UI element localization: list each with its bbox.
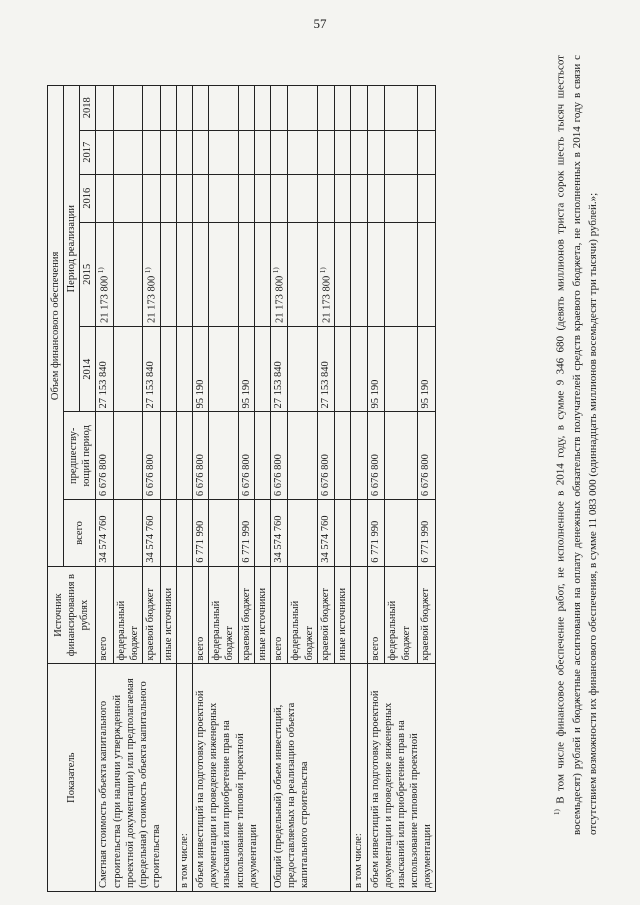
- header-total: всего: [64, 500, 96, 567]
- year-2016-cell: [418, 174, 436, 222]
- year-2015-cell: [418, 222, 436, 326]
- year-2014-cell-value: 95 190: [240, 379, 252, 409]
- total-cell: [385, 500, 418, 567]
- total-cell: [160, 500, 176, 567]
- source-cell: [254, 566, 270, 664]
- total-cell: [254, 500, 270, 567]
- table-row: [193, 86, 209, 892]
- previous-cell-value: 6 676 800: [319, 454, 331, 497]
- year-2015-cell: [96, 222, 114, 326]
- source-cell-value: федеральный бюджет: [387, 600, 412, 661]
- header-indicator: Показатель: [48, 664, 96, 892]
- total-cell: [209, 500, 238, 567]
- total-cell: [270, 500, 288, 567]
- previous-cell: [418, 412, 436, 500]
- header-year: 2015: [80, 222, 96, 326]
- total-cell: [238, 500, 254, 567]
- previous-cell: [209, 412, 238, 500]
- total-cell-value: 6 771 990: [195, 520, 207, 563]
- year-2018-cell: [317, 86, 335, 131]
- year-2016-cell: [317, 174, 335, 222]
- indicator-cell: Сметная стоимость объекта капитального строительства (при наличии утвержденной проектной документации) или предполагаемая (предельная) стоимость объекта капитального строительства: [96, 664, 177, 892]
- source-cell: [96, 566, 114, 664]
- header-volume: Объем финансового обеспечения: [48, 86, 64, 567]
- total-cell-value: 34 574 760: [319, 515, 331, 563]
- year-2017-cell: [288, 130, 317, 174]
- year-2016-cell: [143, 174, 161, 222]
- source-cell: [143, 566, 161, 664]
- source-cell: [335, 566, 351, 664]
- source-cell-value: иные источники: [256, 587, 268, 661]
- year-2015-cell: [209, 222, 238, 326]
- previous-cell: [238, 412, 254, 500]
- source-cell: [209, 566, 238, 664]
- year-2014-cell: [160, 327, 176, 412]
- year-2018-cell: [385, 86, 418, 131]
- year-2017-cell: [160, 130, 176, 174]
- year-2014-cell: [193, 327, 209, 412]
- source-cell: [367, 566, 385, 664]
- year-2016-cell: [270, 174, 288, 222]
- page-number: 57: [313, 16, 327, 31]
- footnote-ref: 1): [318, 267, 327, 274]
- year-2017-cell: [114, 130, 143, 174]
- year-2014-cell-value: 95 190: [420, 379, 432, 409]
- table-row: [367, 86, 385, 892]
- year-2014-cell: [238, 327, 254, 412]
- year-2015-cell: [335, 222, 351, 326]
- year-2016-cell: [160, 174, 176, 222]
- year-2015-cell: [270, 222, 288, 326]
- source-cell-value: всего: [195, 636, 207, 661]
- year-2018-cell: [160, 86, 176, 131]
- year-2015-cell: [317, 222, 335, 326]
- year-2014-cell: [418, 327, 436, 412]
- year-2014-cell: [96, 327, 114, 412]
- year-2016-cell: [385, 174, 418, 222]
- year-2016-cell: [209, 174, 238, 222]
- footnote-text: В том числе финансовое обеспечение работ, не исполненное в 2014 году, в сумме 9 346 680 (девять миллионов триста сорок шесть тысяч шестьсот восемьдесят) рублей и бюджетные ассигнования на оплату денежных обязательств получателей средств краевого бюджета, не исполненных в 2014 году в связи с отсутствием возможности их финансового обеспечения, в сумме 11 083 000 (одиннадцать миллионов восемьдесят три тысячи) рублей.»;: [554, 55, 599, 835]
- year-2014-cell-value: 27 153 840: [98, 361, 110, 409]
- year-2018-cell: [254, 86, 270, 131]
- year-2017-cell: [238, 130, 254, 174]
- table-row: [96, 86, 114, 892]
- previous-cell: [193, 412, 209, 500]
- year-2014-cell: [254, 327, 270, 412]
- year-2016-cell: [254, 174, 270, 222]
- year-2014-cell: [367, 327, 385, 412]
- source-cell-value: федеральный бюджет: [211, 600, 236, 661]
- year-2014-cell-value: 95 190: [369, 379, 381, 409]
- footnote-ref: 1): [97, 267, 106, 274]
- year-2014-cell: [335, 327, 351, 412]
- year-2018-cell: [114, 86, 143, 131]
- total-cell: [96, 500, 114, 567]
- year-2017-cell: [193, 130, 209, 174]
- year-2015-cell: [351, 222, 367, 326]
- header-year: 2018: [80, 86, 96, 131]
- source-cell: [270, 566, 288, 664]
- year-2015-cell-value: 21 173 800: [146, 275, 158, 323]
- source-cell-value: всего: [98, 636, 110, 661]
- year-2015-cell: [143, 222, 161, 326]
- previous-cell-value: 6 676 800: [145, 454, 157, 497]
- previous-cell-value: 6 676 800: [369, 454, 381, 497]
- year-2018-cell: [96, 86, 114, 131]
- year-2017-cell: [335, 130, 351, 174]
- year-2018-cell: [335, 86, 351, 131]
- previous-cell: [367, 412, 385, 500]
- year-2014-cell: [177, 327, 193, 412]
- header-year: 2016: [80, 174, 96, 222]
- year-2016-cell: [177, 174, 193, 222]
- indicator-cell: объем инвестиций на подготовку проектной документации и проведение инженерных изысканий или приобретение прав на использование типовой проектной документации: [193, 664, 271, 892]
- year-2014-cell: [209, 327, 238, 412]
- source-cell-value: краевой бюджет: [145, 588, 157, 661]
- year-2015-cell: [288, 222, 317, 326]
- total-cell-value: 34 574 760: [272, 515, 284, 563]
- total-cell-value: 6 771 990: [240, 520, 252, 563]
- previous-cell: [143, 412, 161, 500]
- source-cell-value: краевой бюджет: [319, 588, 331, 661]
- total-cell-value: 34 574 760: [98, 515, 110, 563]
- previous-cell: [114, 412, 143, 500]
- year-2017-cell: [254, 130, 270, 174]
- year-2014-cell-value: 27 153 840: [319, 361, 331, 409]
- year-2014-cell: [114, 327, 143, 412]
- total-cell: [367, 500, 385, 567]
- total-cell-value: 6 771 990: [369, 520, 381, 563]
- source-cell: [193, 566, 209, 664]
- year-2018-cell: [367, 86, 385, 131]
- year-2018-cell: [351, 86, 367, 131]
- total-cell-value: 6 771 990: [420, 520, 432, 563]
- year-2015-cell: [254, 222, 270, 326]
- source-cell: [351, 566, 367, 664]
- year-2015-cell: [177, 222, 193, 326]
- year-2015-cell: [114, 222, 143, 326]
- indicator-cell: в том числе:: [351, 664, 367, 892]
- indicator-cell: в том числе:: [177, 664, 193, 892]
- footnote-ref: 1): [144, 267, 153, 274]
- source-cell-value: иные источники: [162, 587, 174, 661]
- previous-cell-value: 6 676 800: [195, 454, 207, 497]
- total-cell: [317, 500, 335, 567]
- year-2018-cell: [418, 86, 436, 131]
- previous-cell: [270, 412, 288, 500]
- year-2017-cell: [96, 130, 114, 174]
- year-2015-cell-value: 21 173 800: [274, 275, 286, 323]
- year-2017-cell: [351, 130, 367, 174]
- source-cell-value: иные источники: [337, 587, 349, 661]
- year-2015-cell: [160, 222, 176, 326]
- previous-cell: [317, 412, 335, 500]
- source-cell-value: всего: [369, 636, 381, 661]
- year-2014-cell-value: 27 153 840: [145, 361, 157, 409]
- total-cell: [335, 500, 351, 567]
- total-cell: [351, 500, 367, 567]
- table-row: [351, 86, 367, 892]
- year-2015-cell: [238, 222, 254, 326]
- source-cell: [160, 566, 176, 664]
- year-2018-cell: [238, 86, 254, 131]
- previous-cell-value: 6 676 800: [98, 454, 110, 497]
- header-source: Источник финансирования в рублях: [48, 566, 96, 664]
- source-cell: [418, 566, 436, 664]
- year-2017-cell: [143, 130, 161, 174]
- previous-cell: [160, 412, 176, 500]
- year-2015-cell: [193, 222, 209, 326]
- total-cell: [418, 500, 436, 567]
- year-2015-cell-value: 21 173 800: [321, 275, 333, 323]
- year-2014-cell: [351, 327, 367, 412]
- source-cell-value: краевой бюджет: [240, 588, 252, 661]
- total-cell: [193, 500, 209, 567]
- source-cell: [385, 566, 418, 664]
- year-2017-cell: [209, 130, 238, 174]
- year-2016-cell: [335, 174, 351, 222]
- year-2018-cell: [270, 86, 288, 131]
- source-cell: [288, 566, 317, 664]
- year-2015-cell-value: 21 173 800: [99, 275, 111, 323]
- year-2017-cell: [270, 130, 288, 174]
- rotated-sheet: [47, 45, 637, 895]
- year-2018-cell: [209, 86, 238, 131]
- year-2014-cell: [288, 327, 317, 412]
- total-cell: [114, 500, 143, 567]
- year-2018-cell: [288, 86, 317, 131]
- source-cell-value: краевой бюджет: [420, 588, 432, 661]
- footnote-ref: 1): [271, 267, 280, 274]
- year-2018-cell: [143, 86, 161, 131]
- source-cell-value: федеральный бюджет: [290, 600, 315, 661]
- year-2014-cell: [270, 327, 288, 412]
- year-2017-cell: [177, 130, 193, 174]
- year-2014-cell: [385, 327, 418, 412]
- table-row: [270, 86, 288, 892]
- source-cell-value: всего: [272, 636, 284, 661]
- year-2014-cell-value: 27 153 840: [272, 361, 284, 409]
- year-2015-cell: [385, 222, 418, 326]
- year-2014-cell: [143, 327, 161, 412]
- previous-cell: [288, 412, 317, 500]
- table-row: [177, 86, 193, 892]
- year-2014-cell-value: 95 190: [195, 379, 207, 409]
- footnote: [552, 55, 601, 835]
- source-cell-value: федеральный бюджет: [116, 600, 141, 661]
- previous-cell: [351, 412, 367, 500]
- year-2016-cell: [238, 174, 254, 222]
- previous-cell: [254, 412, 270, 500]
- year-2015-cell: [367, 222, 385, 326]
- total-cell: [143, 500, 161, 567]
- source-cell: [114, 566, 143, 664]
- previous-cell: [385, 412, 418, 500]
- total-cell: [177, 500, 193, 567]
- header-period: Период реализации: [64, 86, 80, 412]
- year-2016-cell: [193, 174, 209, 222]
- year-2014-cell: [317, 327, 335, 412]
- previous-cell-value: 6 676 800: [240, 454, 252, 497]
- source-cell: [177, 566, 193, 664]
- indicator-cell: Общий (предельный) объем инвестиций, предоставляемых на реализацию объекта капитального строительства: [270, 664, 351, 892]
- source-cell: [238, 566, 254, 664]
- source-cell: [317, 566, 335, 664]
- year-2017-cell: [367, 130, 385, 174]
- previous-cell-value: 6 676 800: [420, 454, 432, 497]
- year-2017-cell: [418, 130, 436, 174]
- previous-cell: [177, 412, 193, 500]
- year-2017-cell: [385, 130, 418, 174]
- year-2016-cell: [367, 174, 385, 222]
- indicator-cell: объем инвестиций на подготовку проектной документации и проведение инженерных изысканий или приобретение прав на использование типовой проектной документации: [367, 664, 436, 892]
- year-2016-cell: [288, 174, 317, 222]
- previous-cell: [335, 412, 351, 500]
- year-2018-cell: [193, 86, 209, 131]
- year-2016-cell: [351, 174, 367, 222]
- header-year: 2017: [80, 130, 96, 174]
- year-2018-cell: [177, 86, 193, 131]
- year-2016-cell: [114, 174, 143, 222]
- total-cell-value: 34 574 760: [145, 515, 157, 563]
- header-year: 2014: [80, 327, 96, 412]
- year-2016-cell: [96, 174, 114, 222]
- previous-cell-value: 6 676 800: [272, 454, 284, 497]
- total-cell: [288, 500, 317, 567]
- year-2017-cell: [317, 130, 335, 174]
- header-previous: предшеству-ющий период: [64, 412, 96, 500]
- financing-table: [47, 85, 436, 892]
- footnote-mark: 1): [553, 809, 561, 815]
- previous-cell: [96, 412, 114, 500]
